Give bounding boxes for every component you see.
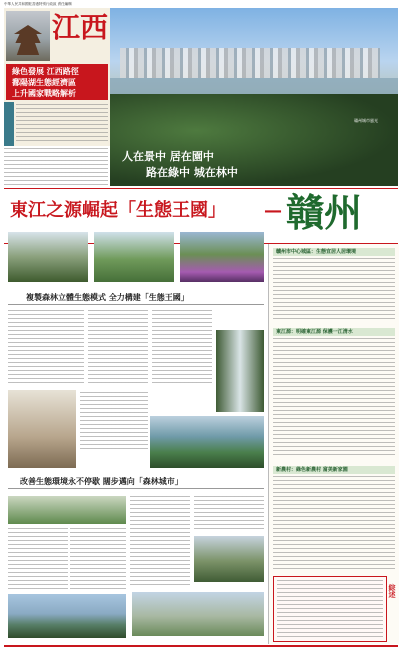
subtitle-line-2: 鄱陽湖生態經濟區 bbox=[12, 78, 76, 87]
lake-photo bbox=[94, 232, 174, 282]
sidebar-bottom-box bbox=[273, 576, 387, 642]
sidebar-sub-2-text: 東江源：明確東江源 保護一江清水 bbox=[276, 329, 353, 335]
body-column-4 bbox=[80, 392, 148, 452]
side-label: 綜述 bbox=[388, 584, 396, 598]
subtitle-line-3: 上升國家戰略解析 bbox=[12, 89, 76, 98]
province-title: 江西 bbox=[52, 11, 109, 44]
body-column-1 bbox=[8, 310, 84, 386]
headline-dash: — bbox=[264, 200, 282, 221]
waterfall-photo bbox=[216, 330, 264, 412]
flower-photo bbox=[180, 232, 264, 282]
forest-section-text: 複製森林立體生態模式 全力構建「生態王國」 bbox=[26, 293, 189, 302]
body-column-8 bbox=[194, 496, 264, 532]
garden-photo bbox=[8, 496, 126, 524]
mountain-photo bbox=[8, 232, 88, 282]
sidebar-sub-1 bbox=[273, 248, 395, 256]
sidebar-sub-3-text: 新農村：綠色新農村 富美新家園 bbox=[276, 467, 348, 473]
eco-section-title bbox=[8, 476, 264, 489]
plaza-photo bbox=[132, 592, 264, 636]
bottom-border bbox=[4, 645, 398, 647]
headline-main: 東江之源崛起「生態王國」 bbox=[10, 200, 226, 221]
body-column-6 bbox=[70, 528, 126, 590]
city-lake-photo bbox=[8, 594, 126, 638]
subtitle-line-1: 綠色發展 江西路徑 bbox=[12, 67, 79, 76]
headline-city: 贛州 bbox=[286, 190, 363, 235]
sidebar bbox=[268, 244, 399, 644]
intro-strip bbox=[4, 102, 14, 146]
pavilion-photo bbox=[6, 11, 50, 61]
eco-section-text: 改善生態環境永不停歇 闊步邁向「森林城市」 bbox=[20, 477, 183, 486]
forest-section-title bbox=[8, 292, 264, 305]
intro-text bbox=[16, 104, 108, 144]
sidebar-text-2 bbox=[273, 338, 395, 458]
masthead-left-text: 中華人民共和國駐香港特別行政區 責任編輯 bbox=[4, 2, 72, 6]
banner-caption: 贛州城市風光 bbox=[354, 118, 378, 123]
banner-line-1: 人在景中 居在園中 bbox=[122, 150, 214, 163]
sidebar-text-3 bbox=[273, 476, 395, 572]
subtitle-box bbox=[6, 64, 108, 100]
sidebar-sub-2 bbox=[273, 328, 395, 336]
body-column-3 bbox=[152, 310, 212, 386]
road-photo bbox=[194, 536, 264, 582]
banner-photo bbox=[110, 8, 398, 186]
body-column-5 bbox=[8, 528, 68, 590]
banner-line-2: 路在綠中 城在林中 bbox=[146, 166, 238, 179]
province-header bbox=[4, 8, 110, 146]
statue-photo bbox=[8, 390, 76, 468]
reservoir-photo bbox=[150, 416, 264, 468]
sidebar-sub-1-text: 贛州市中心城區：生態宜居人居環境 bbox=[276, 249, 357, 255]
sidebar-sub-3 bbox=[273, 466, 395, 474]
left-intro-text bbox=[4, 148, 108, 186]
body-column-7 bbox=[130, 496, 190, 586]
sidebar-bottom-text bbox=[277, 580, 383, 638]
body-column-2 bbox=[88, 310, 148, 386]
sidebar-text-1 bbox=[273, 258, 395, 322]
